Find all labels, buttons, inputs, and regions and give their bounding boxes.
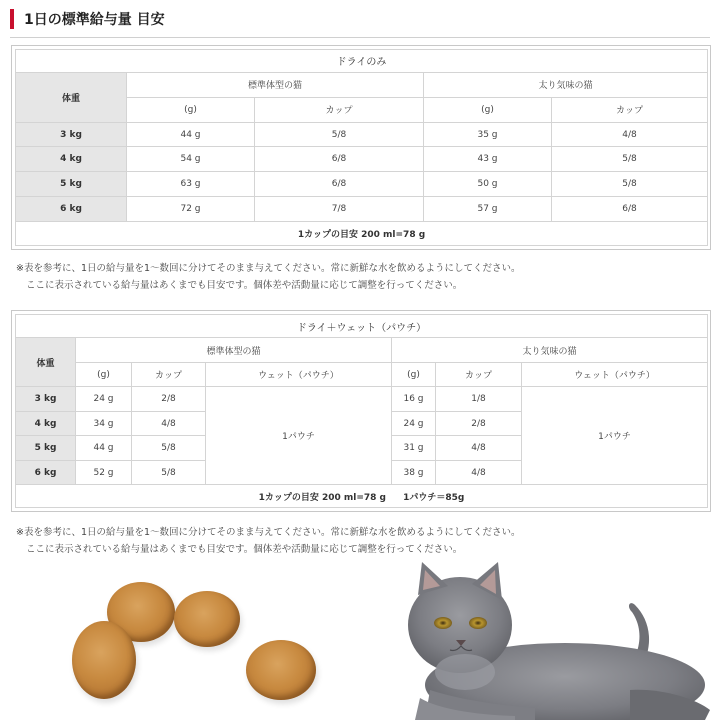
grams-cell: 38 g [392, 460, 436, 485]
note1-line1: ※表を参考に、1日の給与量を1～数回に分けてそのまま与えてください。常に新鮮な水を飲めるようにしてください。 [16, 263, 521, 274]
kibble-image [72, 621, 136, 699]
cup-cell: 5/8 [132, 460, 206, 485]
note2 [16, 524, 521, 558]
cup-cell: 2/8 [132, 387, 206, 412]
cat-illustration [330, 560, 720, 720]
note2-line2: ここに表示されている給与量はあくまでも目安です。個体差や活動量に応じて調整を行ってください。 [26, 544, 463, 555]
grams-cell: 57 g [424, 197, 552, 222]
cup-cell: 6/8 [255, 172, 424, 197]
col-cup-header: カップ [436, 362, 522, 387]
col-grams-header: (g) [392, 362, 436, 387]
table2-footer [16, 485, 708, 508]
col-cup-header: カップ [255, 97, 424, 122]
group-heavy-header: 太り気味の猫 [392, 338, 708, 363]
grams-cell: 44 g [76, 436, 132, 461]
weight-header: 体重 [16, 72, 127, 122]
section-heading [10, 8, 165, 30]
col-grams-header: (g) [76, 362, 132, 387]
grams-cell: 24 g [76, 387, 132, 412]
grams-cell: 54 g [127, 147, 255, 172]
table1-footer: 1カップの目安 200 ml=78 g [16, 222, 708, 246]
section-title: 1日の標準給与量 目安 [24, 12, 165, 28]
col-cup-header: カップ [552, 97, 708, 122]
col-grams-header: (g) [127, 97, 255, 122]
wet-cell: 1パウチ [206, 387, 392, 485]
cup-cell: 4/8 [436, 460, 522, 485]
heading-divider [10, 37, 710, 38]
weight-cell: 6 kg [16, 197, 127, 222]
grams-cell: 43 g [424, 147, 552, 172]
note1 [16, 260, 521, 294]
table-row [16, 387, 708, 412]
weight-cell: 3 kg [16, 122, 127, 147]
table-row [16, 122, 708, 147]
weight-cell: 3 kg [16, 387, 76, 412]
table-row [16, 172, 708, 197]
grams-cell: 63 g [127, 172, 255, 197]
col-grams-header: (g) [424, 97, 552, 122]
cup-cell: 4/8 [552, 122, 708, 147]
kibble-image [246, 640, 316, 700]
weight-header: 体重 [16, 338, 76, 387]
group-standard-header: 標準体型の猫 [127, 72, 424, 97]
table1-title: ドライのみ [16, 50, 708, 73]
col-wet-header: ウェット（パウチ） [522, 362, 708, 387]
cup-cell: 5/8 [552, 147, 708, 172]
note2-line1: ※表を参考に、1日の給与量を1～数回に分けてそのまま与えてください。常に新鮮な水を飲めるようにしてください。 [16, 527, 521, 538]
feeding-table-dry [15, 49, 708, 246]
weight-cell: 5 kg [16, 172, 127, 197]
group-heavy-header: 太り気味の猫 [424, 72, 708, 97]
grams-cell: 72 g [127, 197, 255, 222]
cat-photo [330, 560, 720, 720]
group-standard-header: 標準体型の猫 [76, 338, 392, 363]
note1-line2: ここに表示されている給与量はあくまでも目安です。個体差や活動量に応じて調整を行ってください。 [26, 280, 463, 291]
cup-cell: 6/8 [255, 147, 424, 172]
grams-cell: 50 g [424, 172, 552, 197]
grams-cell: 31 g [392, 436, 436, 461]
table2-title: ドライ＋ウェット（パウチ） [16, 315, 708, 338]
cup-cell: 5/8 [552, 172, 708, 197]
grams-cell: 24 g [392, 411, 436, 436]
feeding-table-dry-wet [15, 314, 708, 508]
wet-cell: 1パウチ [522, 387, 708, 485]
footer-cup-text: 1カップの目安 200 ml=78 g [258, 492, 386, 503]
heading-accent-bar [10, 9, 14, 29]
col-wet-header: ウェット（パウチ） [206, 362, 392, 387]
weight-cell: 6 kg [16, 460, 76, 485]
cup-cell: 2/8 [436, 411, 522, 436]
kibble-image [174, 591, 240, 647]
cup-cell: 1/8 [436, 387, 522, 412]
grams-cell: 16 g [392, 387, 436, 412]
grams-cell: 52 g [76, 460, 132, 485]
col-cup-header: カップ [132, 362, 206, 387]
footer-pouch-text: 1パウチ＝85g [403, 492, 465, 503]
table-row [16, 147, 708, 172]
weight-cell: 4 kg [16, 147, 127, 172]
table-row [16, 197, 708, 222]
weight-cell: 4 kg [16, 411, 76, 436]
cup-cell: 7/8 [255, 197, 424, 222]
cup-cell: 4/8 [132, 411, 206, 436]
cup-cell: 5/8 [255, 122, 424, 147]
weight-cell: 5 kg [16, 436, 76, 461]
grams-cell: 44 g [127, 122, 255, 147]
grams-cell: 34 g [76, 411, 132, 436]
cup-cell: 4/8 [436, 436, 522, 461]
cup-cell: 5/8 [132, 436, 206, 461]
cup-cell: 6/8 [552, 197, 708, 222]
grams-cell: 35 g [424, 122, 552, 147]
